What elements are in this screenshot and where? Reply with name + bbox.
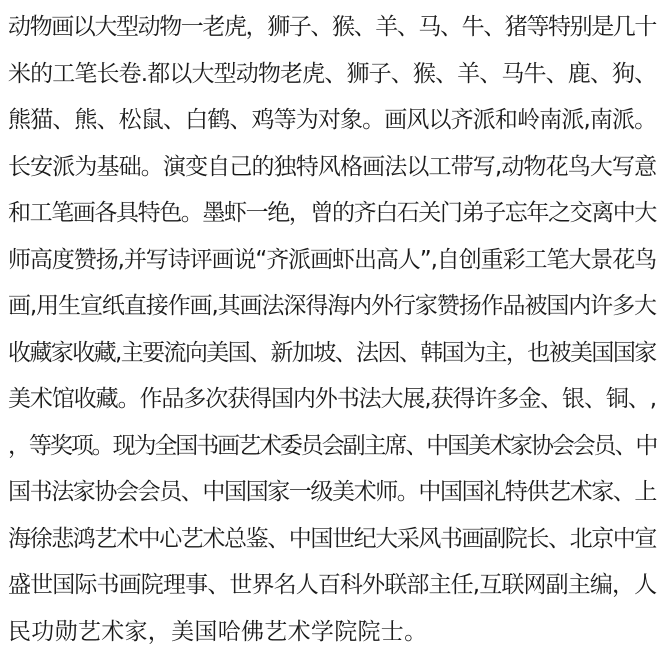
text-line-5: 和工笔画各具特色。墨虾一绝，曾的齐白石关门弟子忘年之交离中大 bbox=[8, 200, 657, 226]
article-body bbox=[8, 4, 656, 655]
text-line-7: 画,用生宣纸直接作画,其画法深得海内外行家赞扬作品被国内许多大 bbox=[8, 293, 656, 319]
text-line-11: 国书法家协会会员、中国国家一级美术师。中国国礼特供艺术家、上 bbox=[8, 479, 657, 505]
text-line-1: 动物画以大型动物一老虎，狮子、猴、羊、马、牛、猪等特别是几十 bbox=[8, 14, 657, 40]
text-line-8: 收藏家收藏,主要流向美国、新加坡、法因、韩国为主，也被美国国家 bbox=[8, 339, 656, 366]
text-line-4: 长安派为基础。演变自己的独特风格画法以工带写,动物花鸟大写意 bbox=[8, 153, 657, 180]
text-line-12: 海徐悲鸿艺术中心艺术总鉴、中国世纪大采风书画副院长、北京中宣 bbox=[8, 525, 657, 552]
text-line-13: 盛世国际书画院理事、世界名人百科外联部主任,互联网副主编，人 bbox=[8, 572, 657, 598]
text-line-6: 师高度赞扬,并写诗评画说“齐派画虾出高人”,自创重彩工笔大景花鸟 bbox=[8, 246, 657, 273]
text-line-10: ，等奖项。现为全国书画艺术委员会副主席、中国美术家协会会员、中 bbox=[8, 432, 657, 459]
text-line-3: 熊猫、熊、松鼠、白鹤、鸡等为对象。画风以齐派和岭南派,南派。 bbox=[8, 107, 657, 133]
text-line-14: 民功勋艺术家，美国哈佛艺术学院院士。 bbox=[8, 618, 428, 645]
text-line-9: 美术馆收藏。作品多次获得国内外书法大展,获得许多金、银、铜、, bbox=[8, 386, 656, 412]
text-line-2: 米的工笔长卷.都以大型动物老虎、狮子、猴、羊、马牛、鹿、狗、 bbox=[8, 60, 657, 87]
